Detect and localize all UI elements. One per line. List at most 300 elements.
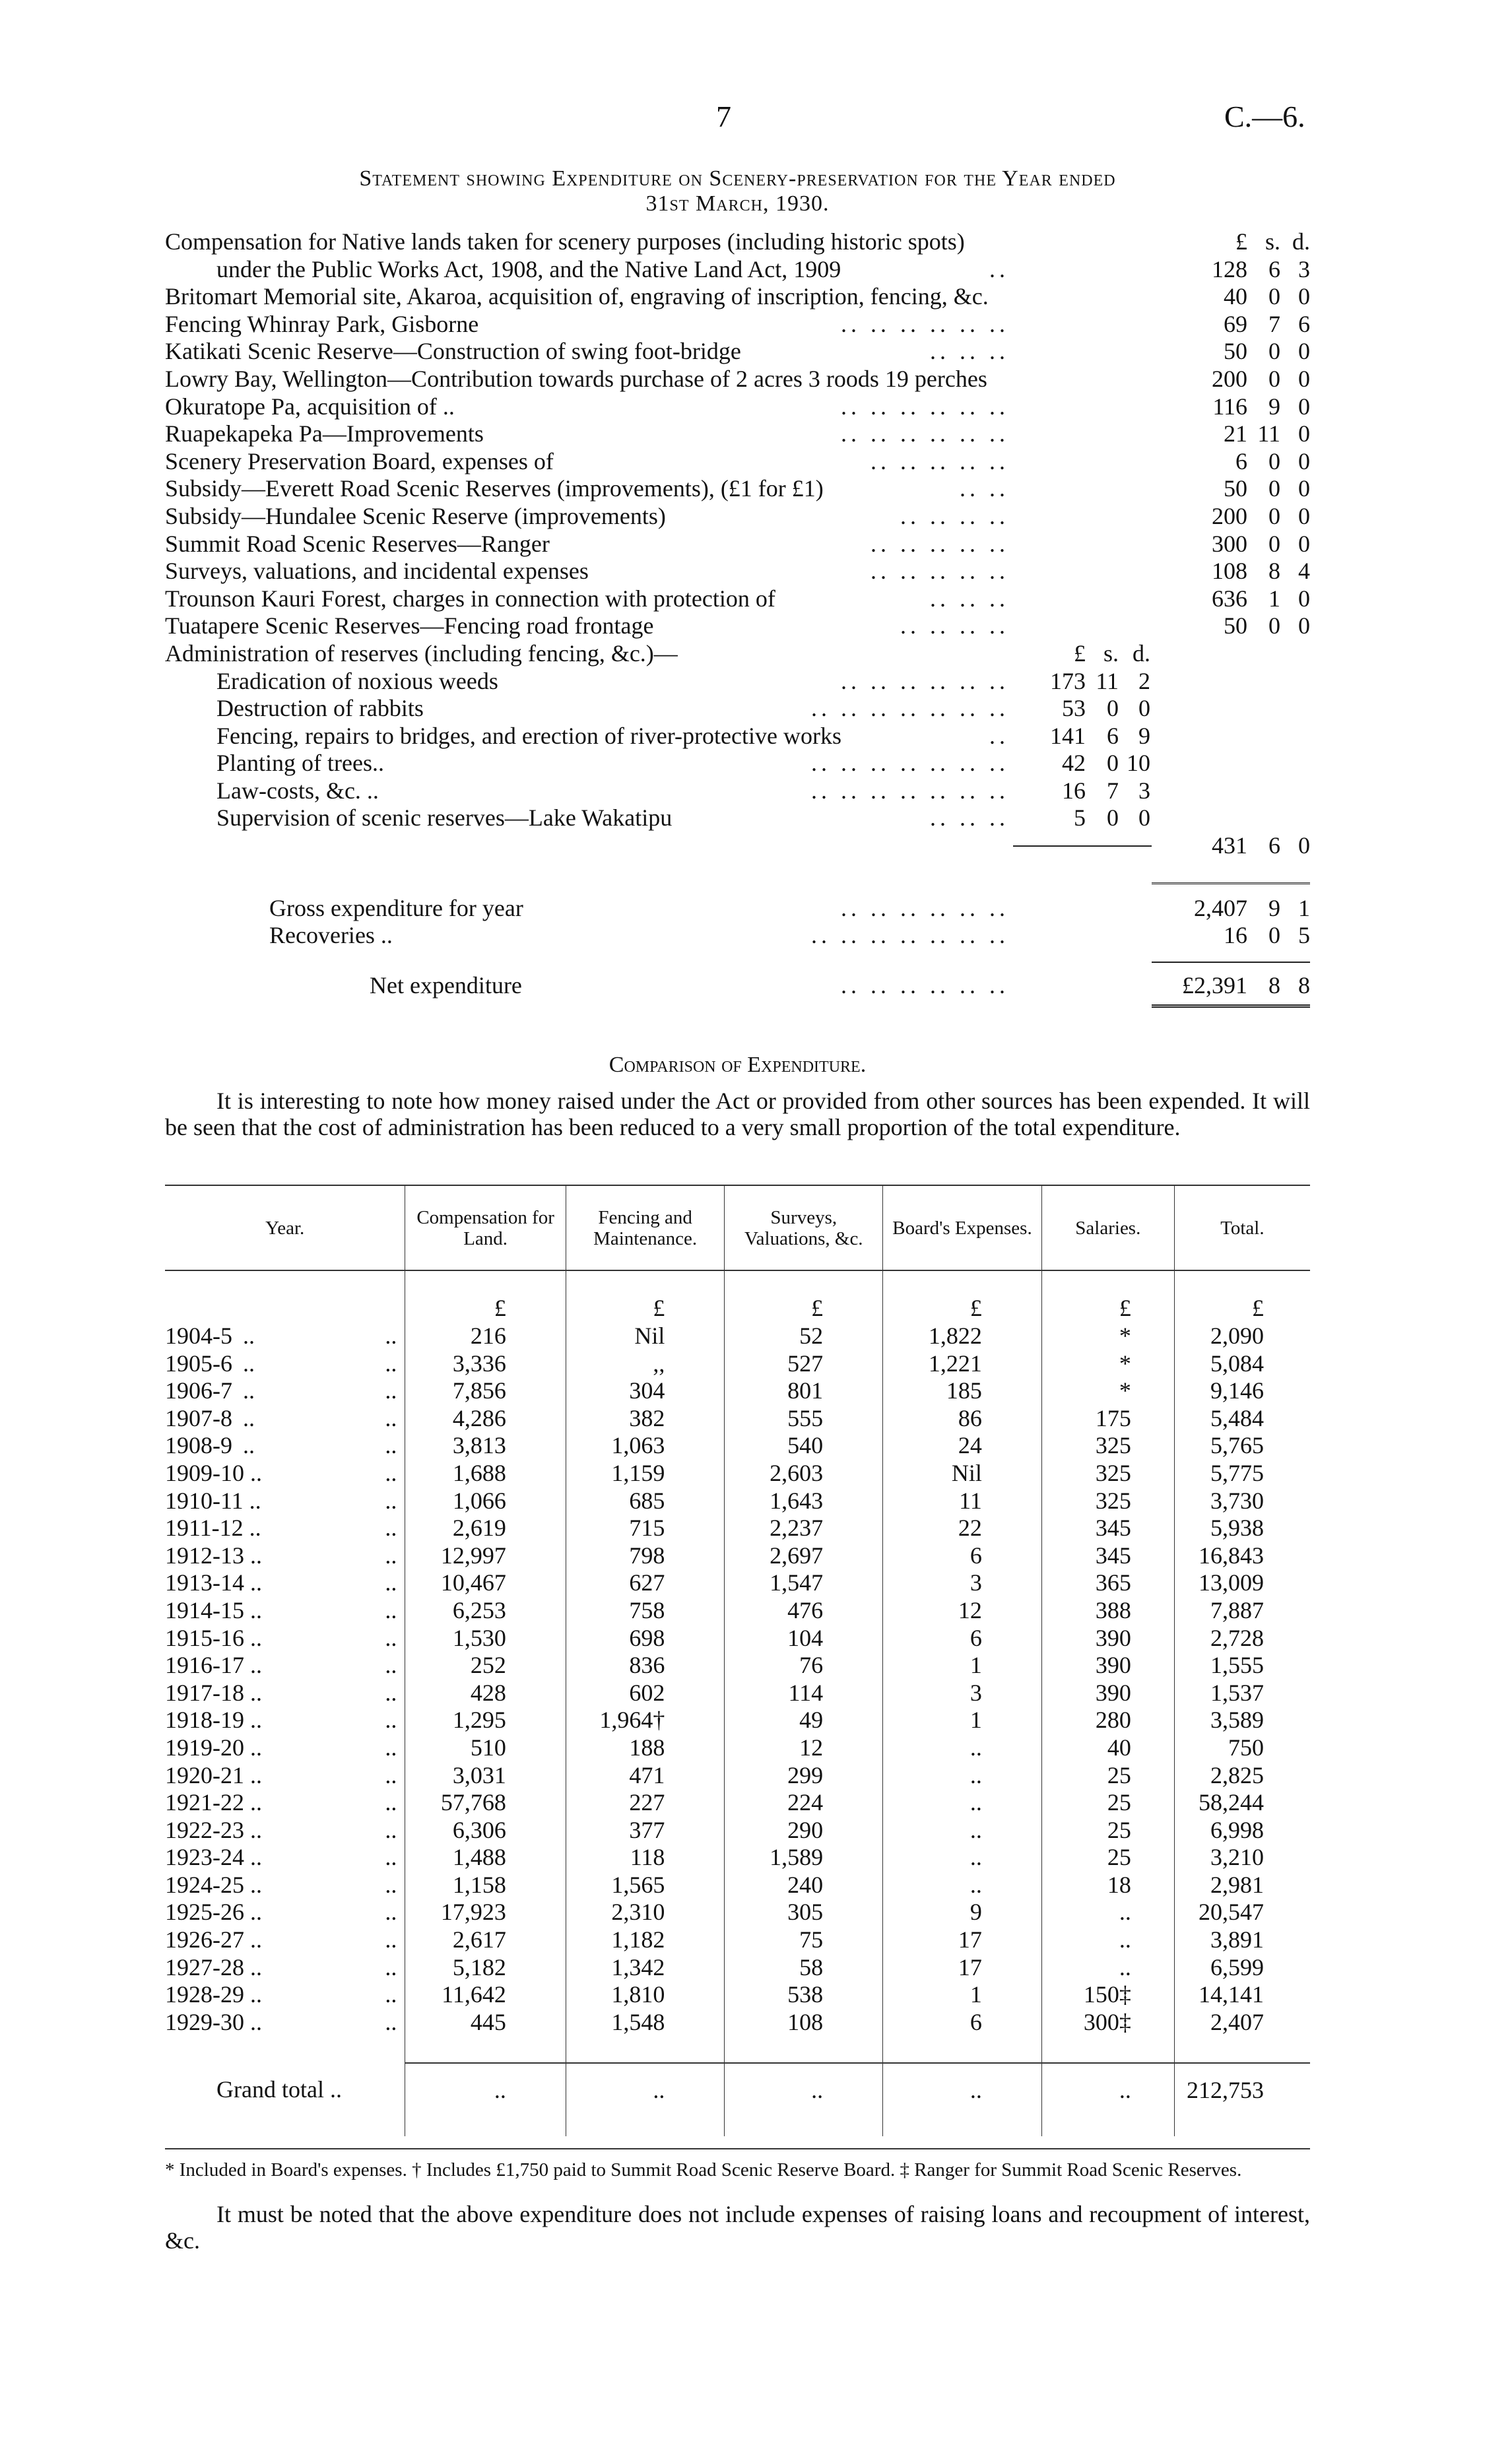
document-reference: C.—6.: [1224, 100, 1305, 133]
leader-dots: ..: [385, 1679, 397, 1706]
sub-amount-p: [1013, 585, 1086, 613]
year-text: 1914-15: [165, 1596, 244, 1623]
leader-dots: ..: [243, 1323, 255, 1349]
leader-dots: ..: [385, 1624, 397, 1651]
cell-3: 2,603: [725, 1460, 883, 1488]
table-row: [165, 1377, 1310, 1405]
spacer-cell: [405, 2116, 566, 2136]
amount-p: 50: [1224, 338, 1247, 365]
year-cell: [165, 1817, 405, 1845]
cell-5: *: [1041, 1377, 1174, 1405]
statement-row: [165, 531, 1310, 558]
amount: [1152, 531, 1310, 558]
cell-2: 627: [566, 1569, 725, 1597]
spacer: [1152, 860, 1310, 884]
leader-dots: ..: [385, 1926, 397, 1953]
title-line-2: 31st March, 1930.: [645, 191, 830, 216]
amount-s: 8: [1268, 558, 1280, 585]
sub-amount-d: [1119, 366, 1150, 393]
amount: [1152, 366, 1310, 393]
currency-cell: [165, 1270, 405, 1323]
cell-6: 58,244: [1174, 1789, 1310, 1817]
cell-5: 390: [1041, 1680, 1174, 1707]
cell-6: 3,589: [1174, 1707, 1310, 1734]
cell-2: 188: [566, 1734, 725, 1762]
cell-4: 22: [883, 1515, 1042, 1542]
cell-1: 252: [405, 1652, 566, 1680]
cell-5: 365: [1041, 1569, 1174, 1597]
leader-dots: ..: [385, 1515, 397, 1542]
item-text: Destruction of rabbits: [216, 695, 424, 722]
sub-amount: [1013, 922, 1152, 950]
amount-d: 0: [1298, 338, 1310, 365]
leader-dots: .. .. .. .. .. .. ..: [811, 695, 1009, 722]
item-text: Ruapekapeka Pa—Improvements: [165, 420, 484, 447]
cell-6: 2,728: [1174, 1625, 1310, 1653]
spacer-cell: [1174, 2116, 1310, 2136]
amount-p: 300: [1212, 530, 1247, 557]
sub-amount: [1013, 338, 1152, 366]
statement-row: [165, 311, 1310, 339]
item-label: [165, 640, 1013, 668]
sub-amount-p: [1013, 558, 1086, 585]
item-label: [165, 531, 1013, 558]
column-header-2: Fencing and Maintenance.: [566, 1185, 725, 1270]
leader-dots: .. .. .. .. .. ..: [841, 971, 1009, 998]
item-text: Planting of trees..: [216, 750, 384, 777]
amount-d: 0: [1298, 365, 1310, 392]
sub-amount-d: 0: [1138, 804, 1150, 832]
item-label: [165, 366, 1013, 393]
cell-1: 6,253: [405, 1597, 566, 1625]
cell-6: 14,141: [1174, 1981, 1310, 2009]
cell-1: 2,619: [405, 1515, 566, 1542]
sub-amount-s: [1086, 531, 1119, 558]
cell-1: 6,306: [405, 1817, 566, 1845]
statement-row: [165, 558, 1310, 585]
cell-6: 5,084: [1174, 1350, 1310, 1378]
amount-p: 108: [1212, 558, 1247, 585]
amount-s: 11: [1257, 420, 1280, 447]
amount-s: 0: [1268, 475, 1280, 502]
item-text: Lowry Bay, Wellington—Contribution towards purchase of 2 acres 3 roods 19 perches: [165, 365, 987, 392]
cell-1: 445: [405, 2009, 566, 2037]
year-dots: ..: [244, 1844, 262, 1871]
amount: [1152, 256, 1310, 284]
item-label: [165, 393, 1013, 421]
sub-amount-s: 0: [1107, 750, 1119, 777]
sub-amount: [1013, 503, 1152, 531]
spacer: [165, 963, 1310, 972]
year-text: 1921-22: [165, 1789, 244, 1816]
year-cell: [165, 1405, 405, 1433]
cell-4: 6: [883, 2009, 1042, 2037]
sub-amount-d: 3: [1138, 777, 1150, 804]
cell-2: 471: [566, 1762, 725, 1790]
cell-6: 7,887: [1174, 1597, 1310, 1625]
grand-total-cell-2: ..: [566, 2063, 725, 2116]
amount-p: 69: [1224, 310, 1247, 337]
sub-amount-s: s.: [1103, 639, 1119, 667]
cell-5: 25: [1041, 1844, 1174, 1872]
cell-6: 6,998: [1174, 1817, 1310, 1845]
cell-5: 388: [1041, 1597, 1174, 1625]
sub-amount-d: 2: [1138, 667, 1150, 694]
amount-p: [1152, 750, 1247, 777]
column-header-5: Salaries.: [1041, 1185, 1174, 1270]
sub-amount-d: [1119, 256, 1150, 284]
year-text: 1928-29: [165, 1981, 244, 2008]
amount-d: 0: [1298, 420, 1310, 447]
leader-dots: ..: [385, 1323, 397, 1349]
cell-1: 57,768: [405, 1789, 566, 1817]
year-dots: ..: [244, 1926, 262, 1953]
amount-p: [1152, 668, 1247, 696]
cell-4: 1: [883, 1707, 1042, 1734]
amount-p: [1152, 695, 1247, 723]
sub-amount-s: 7: [1107, 777, 1119, 804]
sub-amount: [1013, 393, 1152, 421]
cell-4: ..: [883, 1789, 1042, 1817]
year-cell: [165, 1569, 405, 1597]
sub-amount-s: [1086, 366, 1119, 393]
cell-4: ..: [883, 1817, 1042, 1845]
sub-amount-s: 0: [1107, 695, 1119, 722]
cell-6: 750: [1174, 1734, 1310, 1762]
cell-6: 2,090: [1174, 1323, 1310, 1350]
statement-row: [165, 972, 1310, 1000]
cell-4: 17: [883, 1954, 1042, 1982]
sub-amount-d: [1119, 972, 1150, 1000]
item-label: [165, 668, 1013, 696]
amount-p: 21: [1224, 420, 1247, 447]
sub-amount-d: [1119, 612, 1150, 640]
sub-amount-s: [1086, 283, 1119, 311]
amount: [1152, 228, 1310, 256]
cell-6: 2,981: [1174, 1872, 1310, 1899]
table-row: [165, 1515, 1310, 1542]
sub-amount-p: [1013, 338, 1086, 366]
year-text: 1923-24: [165, 1844, 244, 1871]
amount-d: 0: [1298, 283, 1310, 310]
year-dots: ..: [244, 1981, 262, 2008]
item-text: under the Public Works Act, 1908, and the Native Land Act, 1909: [216, 255, 841, 282]
year-dots: ..: [244, 1459, 262, 1486]
item-text: Fencing, repairs to bridges, and erection of river-protective works: [216, 722, 841, 749]
cell-5: 25: [1041, 1789, 1174, 1817]
amount: [1152, 420, 1310, 448]
cell-5: 325: [1041, 1432, 1174, 1460]
cell-4: 12: [883, 1597, 1042, 1625]
sub-amount-s: 0: [1107, 804, 1119, 832]
grand-total-cell-6: 212,753: [1174, 2063, 1310, 2116]
item-label: [165, 585, 1013, 613]
year-text: 1906-7: [165, 1377, 232, 1404]
leader-dots: ..: [385, 1459, 397, 1486]
amount-p: [1152, 777, 1247, 805]
cell-3: 224: [725, 1789, 883, 1817]
amount-s: 1: [1268, 585, 1280, 612]
year-dots: ..: [244, 1596, 262, 1623]
cell-5: 345: [1041, 1515, 1174, 1542]
spacer: [165, 884, 1310, 895]
cell-3: 104: [725, 1625, 883, 1653]
item-label: [165, 612, 1013, 640]
sub-amount: [1013, 972, 1152, 1000]
amount-d: 0: [1298, 393, 1310, 420]
statement-row: [165, 723, 1310, 750]
item-label: [165, 777, 1013, 805]
sub-amount-s: [1086, 922, 1119, 950]
cell-2: 1,810: [566, 1981, 725, 2009]
table-row: [165, 1844, 1310, 1872]
cell-5: 18: [1041, 1872, 1174, 1899]
cell-5: 150‡: [1041, 1981, 1174, 2009]
cell-2: 1,182: [566, 1926, 725, 1954]
leader-dots: ..: [385, 1816, 397, 1843]
amount-d: [1280, 668, 1310, 696]
year-text: 1915-16: [165, 1624, 244, 1651]
sub-amount: [1013, 612, 1152, 640]
cell-3: 305: [725, 1899, 883, 1926]
sub-amount-d: 10: [1127, 750, 1150, 777]
cell-5: 390: [1041, 1652, 1174, 1680]
cell-6: 3,891: [1174, 1926, 1310, 1954]
cell-2: 1,342: [566, 1954, 725, 1982]
table-row: [165, 1625, 1310, 1653]
leader-dots: ..: [385, 1734, 397, 1761]
item-text: Tuatapere Scenic Reserves—Fencing road frontage: [165, 612, 654, 639]
spacer-cell: [725, 2116, 883, 2136]
leader-dots: .. .. .. .. ..: [871, 558, 1009, 585]
cell-6: 5,765: [1174, 1432, 1310, 1460]
year-cell: [165, 1460, 405, 1488]
item-label: [165, 832, 1013, 860]
leader-dots: .. .. ..: [930, 338, 1009, 365]
cell-2: 118: [566, 1844, 725, 1872]
item-label: [165, 283, 1013, 311]
sub-amount: [1013, 640, 1152, 668]
item-text: Okuratope Pa, acquisition of ..: [165, 393, 455, 420]
sub-amount: [1013, 256, 1152, 284]
statement-row: [165, 448, 1310, 476]
leader-dots: .. .. .. ..: [900, 502, 1009, 529]
year-text: 1916-17: [165, 1652, 244, 1679]
sub-amount: [1013, 283, 1152, 311]
amount-d: 0: [1298, 585, 1310, 612]
leader-dots: ..: [243, 1377, 255, 1404]
cell-5: 280: [1041, 1707, 1174, 1734]
leader-dots: .. .. .. .. .. .. ..: [811, 750, 1009, 777]
amount: [1152, 393, 1310, 421]
year-cell: [165, 1377, 405, 1405]
amount-p: 200: [1212, 502, 1247, 529]
cell-6: 9,146: [1174, 1377, 1310, 1405]
sub-amount-d: 9: [1138, 722, 1150, 749]
statement-row: [165, 256, 1310, 284]
item-text: Law-costs, &c. ..: [216, 777, 379, 804]
year-text: 1907-8: [165, 1404, 232, 1431]
leader-dots: .. .. .. ..: [900, 612, 1009, 639]
cell-1: 1,066: [405, 1488, 566, 1515]
table-row: [165, 1817, 1310, 1845]
item-label: [165, 558, 1013, 585]
sub-amount-d: [1119, 393, 1150, 421]
cell-4: ..: [883, 1734, 1042, 1762]
year-cell: [165, 1488, 405, 1515]
currency-cell: £: [725, 1270, 883, 1323]
cell-5: 300‡: [1041, 2009, 1174, 2037]
sub-amount-d: [1119, 228, 1150, 256]
cell-3: 538: [725, 1981, 883, 2009]
amount-d: 3: [1298, 255, 1310, 282]
sub-amount-s: [1086, 256, 1119, 284]
sub-amount-d: d.: [1133, 639, 1150, 667]
year-cell: [165, 1707, 405, 1734]
amount-d: 0: [1298, 475, 1310, 502]
cell-2: 1,159: [566, 1460, 725, 1488]
sub-amount: [1013, 750, 1152, 777]
year-dots: ..: [244, 1953, 262, 1980]
cell-1: 17,923: [405, 1899, 566, 1926]
year-dots: ..: [244, 1542, 262, 1569]
amount-s: [1247, 777, 1280, 805]
amount-s: [1247, 668, 1280, 696]
amount-p: £2,391: [1182, 971, 1247, 998]
sub-amount: [1013, 804, 1152, 832]
cell-5: 175: [1041, 1405, 1174, 1433]
cell-4: ..: [883, 1844, 1042, 1872]
statement-row: [165, 338, 1310, 366]
sub-amount-p: [1013, 448, 1086, 476]
leader-dots: ..: [385, 1652, 397, 1679]
sub-amount-p: 173: [1050, 667, 1086, 694]
sub-amount-s: [1086, 475, 1119, 503]
table-row: [165, 1926, 1310, 1954]
amount: [1152, 723, 1310, 750]
table-footnote: * Included in Board's expenses. † Includes £1,750 paid to Summit Road Scenic Reserve Board. ‡ Ranger for Summit Road Scenic Reserves.: [165, 2148, 1310, 2181]
item-label: [165, 311, 1013, 339]
currency-cell: £: [1174, 1270, 1310, 1323]
amount-s: 0: [1268, 365, 1280, 392]
year-text: 1908-9: [165, 1432, 232, 1459]
sub-amount-p: 141: [1050, 722, 1086, 749]
item-label: [165, 420, 1013, 448]
grand-total-cell-4: ..: [883, 2063, 1042, 2116]
sub-amount-s: [1086, 503, 1119, 531]
item-label: [165, 723, 1013, 750]
cell-2: 798: [566, 1542, 725, 1570]
leader-dots: .. .. .. .. ..: [871, 447, 1009, 475]
statement-row: [165, 475, 1310, 503]
table-row: [165, 1460, 1310, 1488]
amount-d: 5: [1298, 922, 1310, 949]
sub-amount-d: [1119, 531, 1150, 558]
amount-s: [1247, 750, 1280, 777]
cell-2: 227: [566, 1789, 725, 1817]
amount-d: [1280, 723, 1310, 750]
item-text: Subsidy—Hundalee Scenic Reserve (improvements): [165, 502, 666, 529]
cell-5: 325: [1041, 1488, 1174, 1515]
item-label: [165, 256, 1013, 284]
table-row: [165, 1597, 1310, 1625]
year-cell: [165, 2009, 405, 2037]
spacer-cell: [165, 2116, 405, 2136]
amount-p: [1152, 640, 1247, 668]
sub-amount-p: [1013, 475, 1086, 503]
statement-row: [165, 750, 1310, 777]
amount-p: [1152, 804, 1247, 832]
year-dots: ..: [244, 1789, 262, 1816]
leader-dots: ..: [385, 1899, 397, 1926]
amount-p: 40: [1224, 283, 1247, 310]
cell-3: 240: [725, 1872, 883, 1899]
amount-s: [1247, 695, 1280, 723]
table-row: [165, 1323, 1310, 1350]
sub-amount-s: [1086, 612, 1119, 640]
cell-3: 58: [725, 1954, 883, 1982]
amount-s: 9: [1268, 894, 1280, 921]
item-text: Britomart Memorial site, Akaroa, acquisition of, engraving of inscription, fencing, &c.: [165, 283, 989, 310]
item-label: [165, 922, 1013, 950]
amount: [1152, 922, 1310, 950]
leader-dots: .. .. .. .. ..: [871, 530, 1009, 557]
amount-p: 200: [1212, 365, 1247, 392]
amount-p: 2,407: [1194, 894, 1247, 921]
leader-dots: ..: [243, 1432, 255, 1459]
sub-amount-d: [1119, 503, 1150, 531]
amount-s: 0: [1268, 922, 1280, 949]
item-text: Administration of reserves (including fencing, &c.)—: [165, 639, 678, 667]
leader-dots: ..: [385, 1953, 397, 1980]
year-cell: [165, 1350, 405, 1378]
amount-d: 0: [1298, 530, 1310, 557]
sub-amount: [1013, 695, 1152, 723]
year-dots: ..: [244, 1624, 262, 1651]
cell-6: 20,547: [1174, 1899, 1310, 1926]
cell-1: 3,813: [405, 1432, 566, 1460]
spacer-cell: [566, 2116, 725, 2136]
table-row: [165, 1789, 1310, 1817]
amount: [1152, 475, 1310, 503]
leader-dots: .. ..: [960, 475, 1009, 502]
sub-amount-s: [1086, 972, 1119, 1000]
cell-4: 6: [883, 1542, 1042, 1570]
year-cell: [165, 1981, 405, 2009]
sub-amount: [1013, 668, 1152, 696]
amount: [1152, 448, 1310, 476]
expenditure-statement: [165, 228, 1310, 1008]
sub-amount-p: [1013, 228, 1086, 256]
cell-5: ..: [1041, 1954, 1174, 1982]
cell-1: 12,997: [405, 1542, 566, 1570]
leader-dots: .. .. .. .. .. ..: [841, 310, 1009, 337]
leader-dots: ..: [989, 722, 1009, 749]
sub-amount-s: [1086, 420, 1119, 448]
amount-p: 116: [1212, 393, 1247, 420]
sub-amount-d: [1119, 847, 1150, 848]
leader-dots: ..: [385, 1487, 397, 1514]
item-text: Subsidy—Everett Road Scenic Reserves (improvements), (£1 for £1): [165, 475, 824, 502]
amount-s: 0: [1268, 530, 1280, 557]
amount-p: [1152, 723, 1247, 750]
cell-6: 16,843: [1174, 1542, 1310, 1570]
currency-cell: £: [883, 1270, 1042, 1323]
cell-2: 698: [566, 1625, 725, 1653]
year-text: 1918-19: [165, 1707, 244, 1734]
leader-dots: ..: [385, 1761, 397, 1788]
cell-4: 86: [883, 1405, 1042, 1433]
